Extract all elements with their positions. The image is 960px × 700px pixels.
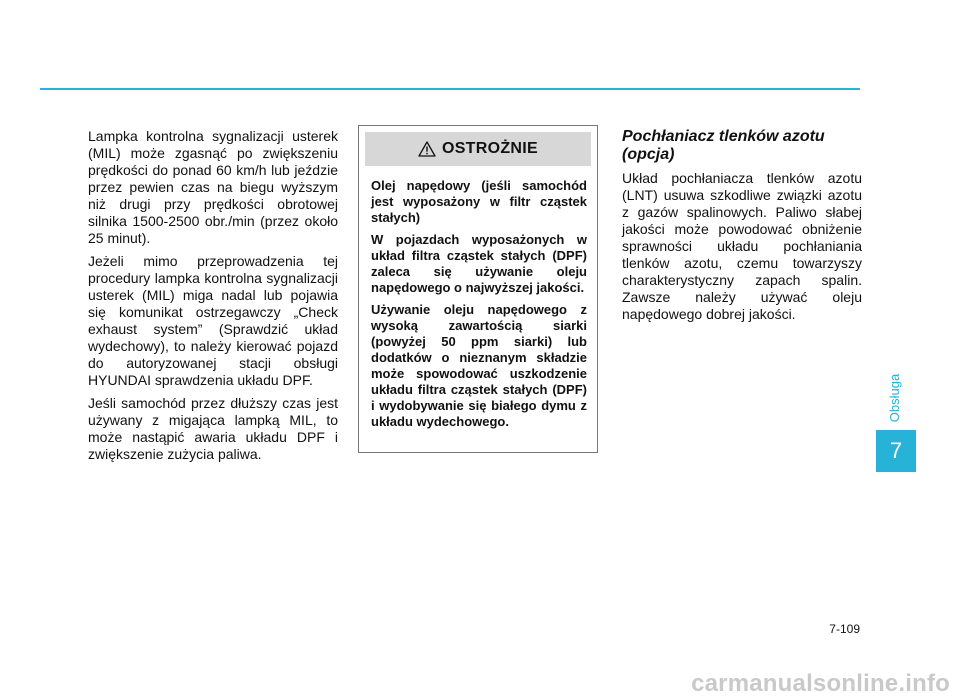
caution-paragraph: W pojazdach wyposażonych w układ filtra cząstek stałych (DPF) zaleca się używanie oleju napędowego o najwyższej jakości. [371,232,587,295]
caution-title: OSTROŻNIE [441,140,539,157]
warning-triangle-icon [418,141,436,157]
body-paragraph: Lampka kontrolna sygnalizacji usterek (MIL) może zgasnąć po zwiększeniu prędkości do ponad 60 km/h lub jeździe przez pewien czas na biegu wyższym niż drugi przy prędkości obrotowej silnika 1500-2500 obr./min (przez około 25 minut). [88,128,338,246]
chapter-label: Obsługa [886,373,902,423]
header-rule [40,88,860,90]
right-column [622,128,862,323]
section-heading: Pochłaniacz tlenków azotu (opcja) [622,128,825,163]
watermark: carmanualsonline.info [691,670,950,697]
caution-paragraph: Olej napędowy (jeśli samochód jest wyposażony w filtr cząstek stałych) [371,178,587,225]
left-column [88,128,338,469]
page-number: 7-109 [829,622,860,636]
caution-paragraph: Używanie oleju napędowego z wysoką zawartością siarki (powyżej 50 ppm siarki) lub dodatków o nieznanym składzie może spowodować uszkodzenie układu filtra cząstek stałych (DPF) i wydobywanie się białego dymu z układu wydechowego. [371,302,587,429]
caution-body [371,178,587,436]
caution-box [358,125,598,453]
chapter-number-tab: 7 [876,430,916,472]
caution-header [365,132,591,166]
body-paragraph: Jeżeli mimo przeprowadzenia tej procedury lampka kontrolna sygnalizacji usterek (MIL) miga nadal lub pojawia się komunikat ostrzegawczy „Check exhaust system” (Sprawdzić układ wydechowy), to należy kierować pojazd do autoryzowanej stacji obsługi HYUNDAI sprawdzenia układu DPF. [88,253,338,388]
body-paragraph: Jeśli samochód przez dłuższy czas jest używany z migająca lampką MIL, to może nastąpić awaria układu DPF i zwiększenie zużycia paliwa. [88,395,338,462]
body-paragraph: Układ pochłaniacza tlenków azotu (LNT) usuwa szkodliwe związki azotu z gazów spalinowych. Paliwo słabej jakości może powodować obniżenie sprawności układu pochłaniania tlenków azotu, czemu towarzyszy charakterystyczny zapach spalin. Zawsze należy używać oleju napędowego dobrej jakości. [622,170,862,322]
